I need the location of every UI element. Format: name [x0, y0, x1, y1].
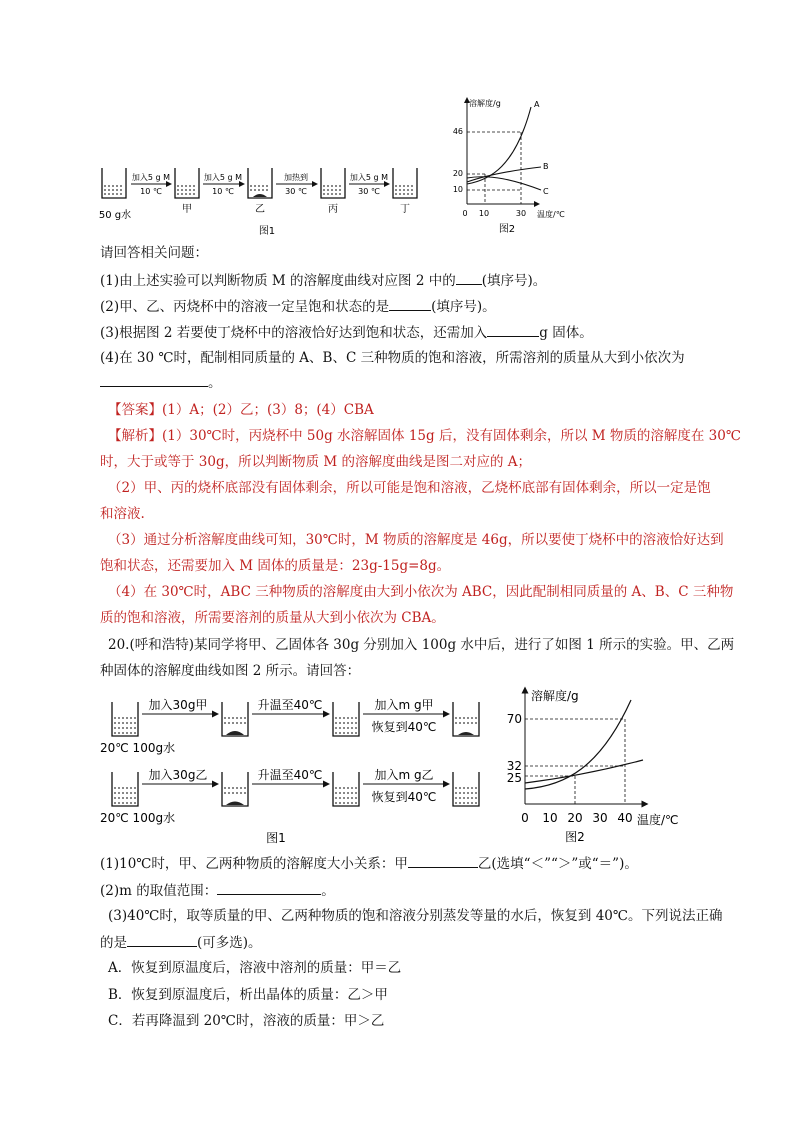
q20-figure-1 — [100, 690, 500, 848]
analysis-line-2: 时，大于或等于 30g，所以判断物质 M 的溶解度曲线是图二对应的 A； — [100, 454, 532, 470]
q20-line-2: 种固体的溶解度曲线如图 2 所示。请回答： — [100, 663, 361, 679]
y-tick-10: 10 — [452, 185, 463, 194]
arrow1-bottom: 10 ℃ — [140, 187, 162, 196]
y-axis-label: 溶解度/g — [469, 99, 501, 108]
arrow3-bottom: 30 ℃ — [285, 187, 307, 196]
beaker — [222, 702, 248, 736]
row2-arrow3-bottom: 恢复到40℃ — [371, 790, 437, 804]
option-b[interactable]: B．恢复到原温度后，析出晶体的质量：乙＞甲 — [108, 987, 388, 1003]
answer-blank[interactable] — [389, 296, 431, 311]
answer-line — [108, 400, 374, 420]
q20-question-3: (3)40℃时，取等质量的甲、乙两种物质的饱和溶液分别蒸发等量的水后，恢复到 40℃。下列说法正确 — [108, 908, 723, 924]
arrow1-top: 加入5 g M — [131, 173, 171, 182]
row1-arrow3-bottom: 恢复到40℃ — [371, 720, 437, 734]
q19-question-2: (2)甲、乙、丙烧杯中的溶液一定呈饱和状态的是 (填序号)。 — [100, 296, 496, 317]
beaker-yi — [248, 168, 272, 198]
y-tick-70: 70 — [506, 712, 522, 726]
answer-blank[interactable] — [217, 880, 321, 895]
curve-b — [467, 167, 541, 182]
answer-label: 【答案】 — [108, 402, 162, 418]
figure-caption: 图2 — [498, 224, 516, 235]
arrow2-top: 加入5 g M — [203, 173, 243, 182]
analysis-line-3: （2）甲、丙的烧杯底部没有固体剩余，所以可能是饱和溶液，乙烧杯底部有固体剩余，所以一定是饱 — [108, 480, 711, 496]
beaker — [112, 772, 138, 806]
curve-b-label: B — [543, 162, 549, 171]
curve-c-label: C — [543, 187, 549, 196]
x-tick-10: 10 — [478, 209, 490, 218]
x-tick-30: 30 — [592, 811, 608, 825]
label-ding: 丁 — [400, 204, 410, 215]
q19-question-1: (1)由上述实验可以判断物质 M 的溶解度曲线对应图 2 中的 (填序号)。 — [100, 270, 546, 291]
q20-figure-2 — [505, 686, 695, 846]
analysis-line-5: （3）通过分析溶解度曲线可知，30℃时，M 物质的溶解度是 46g，所以要使丁烧杯中的溶液恰好达到 — [108, 532, 724, 548]
q20-question-3b: 的是 (可多选)。 — [100, 932, 262, 953]
x-tick-10: 10 — [542, 811, 558, 825]
x-axis-label: 温度/℃ — [637, 813, 679, 827]
row2-arrow1: 加入30g乙 — [148, 768, 208, 782]
beaker-jia — [175, 168, 199, 198]
figure-caption: 图1 — [266, 831, 286, 845]
y-axis-label: 溶解度/g — [531, 689, 579, 703]
row1-arrow2: 升温至40℃ — [257, 698, 323, 712]
y-tick-20: 20 — [452, 169, 463, 178]
q19-question-4-blank: 。 — [100, 372, 222, 393]
beaker-ding — [393, 168, 417, 198]
q20-question-1: (1)10℃时，甲、乙两种物质的溶解度大小关系：甲 乙(选填“＜”“＞”或“＝”)。 — [100, 853, 638, 874]
q20-line-1: 20.(呼和浩特)某同学将甲、乙固体各 30g 分别加入 100g 水中后，进行了如图 1 所示的实验。甲、乙两 — [108, 637, 735, 653]
analysis-line-4: 和溶液. — [100, 506, 145, 522]
analysis-line-7: （4）在 30℃时，ABC 三种物质的溶解度由大到小依次为 ABC，因此配制相同质量的 A、B、C 三种物 — [108, 584, 734, 600]
top-figure-2 — [445, 92, 595, 238]
y-tick-25: 25 — [506, 771, 522, 785]
x-tick-40: 40 — [617, 811, 633, 825]
beaker — [333, 772, 359, 806]
x-tick-0: 0 — [521, 811, 529, 825]
curve-a — [467, 107, 531, 184]
answer-blank[interactable] — [487, 322, 539, 337]
analysis-line-1: 【解析】(1）30℃时，丙烧杯中 50g 水溶解固体 15g 后，没有固体剩余，所以 M 物质的溶解度在 30℃ — [108, 428, 741, 444]
arrow2-bottom: 10 ℃ — [212, 187, 234, 196]
y-tick-32: 32 — [506, 759, 522, 773]
q20-question-2: (2)m 的取值范围： 。 — [100, 880, 335, 901]
label-bing: 丙 — [328, 204, 338, 215]
label-start: 50 g水 — [98, 210, 132, 221]
analysis-line-6: 饱和状态，还需要加入 M 固体的质量是：23g-15g=8g。 — [100, 558, 451, 574]
beaker — [453, 702, 479, 736]
analysis-line-8: 质的饱和溶液，所需要溶剂的质量从大到小依次为 CBA。 — [100, 610, 445, 626]
row2-arrow3-top: 加入m g乙 — [374, 768, 434, 782]
analysis-label: 【解析】 — [108, 428, 162, 444]
label-yi: 乙 — [255, 204, 265, 215]
x-tick-0: 0 — [462, 209, 468, 218]
answer-blank[interactable] — [408, 853, 478, 868]
row2-arrow2: 升温至40℃ — [257, 768, 323, 782]
q19-question-3: (3)根据图 2 若要使丁烧杯中的溶液恰好达到饱和状态，还需加入 g 固体。 — [100, 322, 593, 343]
arrow4-top: 加入5 g M — [349, 173, 389, 182]
figure-caption: 图1 — [258, 226, 276, 237]
arrow3-top: 加热到 — [284, 173, 308, 182]
figure-caption: 图2 — [565, 830, 585, 844]
x-axis-label: 温度/℃ — [537, 210, 565, 219]
beaker-bing — [321, 168, 345, 198]
q19-question-4: (4)在 30 ℃时，配制相同质量的 A、B、C 三种物质的饱和溶液，所需溶剂的质量从大到小依次为 — [100, 350, 685, 366]
beaker — [222, 772, 248, 806]
x-tick-20: 20 — [567, 811, 583, 825]
answer-blank[interactable] — [100, 372, 208, 387]
arrow4-bottom: 30 ℃ — [358, 187, 380, 196]
option-a[interactable]: A．恢复到原温度后，溶液中溶剂的质量：甲＝乙 — [108, 960, 402, 976]
answer-blank[interactable] — [456, 270, 482, 285]
x-tick-30: 30 — [515, 209, 527, 218]
row2-start-label: 20℃ 100g水 — [100, 811, 176, 825]
row1-start-label: 20℃ 100g水 — [100, 741, 176, 755]
answer-blank[interactable] — [127, 932, 197, 947]
top-figure-1 — [95, 160, 435, 240]
q19-intro: 请回答相关问题： — [100, 245, 208, 261]
curve-a-label: A — [534, 100, 540, 109]
row1-arrow1: 加入30g甲 — [148, 698, 208, 712]
beaker — [333, 702, 359, 736]
y-tick-46: 46 — [452, 127, 463, 136]
beaker-start — [102, 168, 126, 198]
answer-text: (1）A；(2）乙；(3）8；(4）CBA — [162, 402, 374, 418]
label-jia: 甲 — [182, 204, 192, 215]
option-c[interactable]: C．若再降温到 20℃时，溶液的质量：甲＞乙 — [108, 1013, 385, 1029]
beaker — [453, 772, 479, 806]
beaker — [112, 702, 138, 736]
row1-arrow3-top: 加入m g甲 — [374, 698, 434, 712]
